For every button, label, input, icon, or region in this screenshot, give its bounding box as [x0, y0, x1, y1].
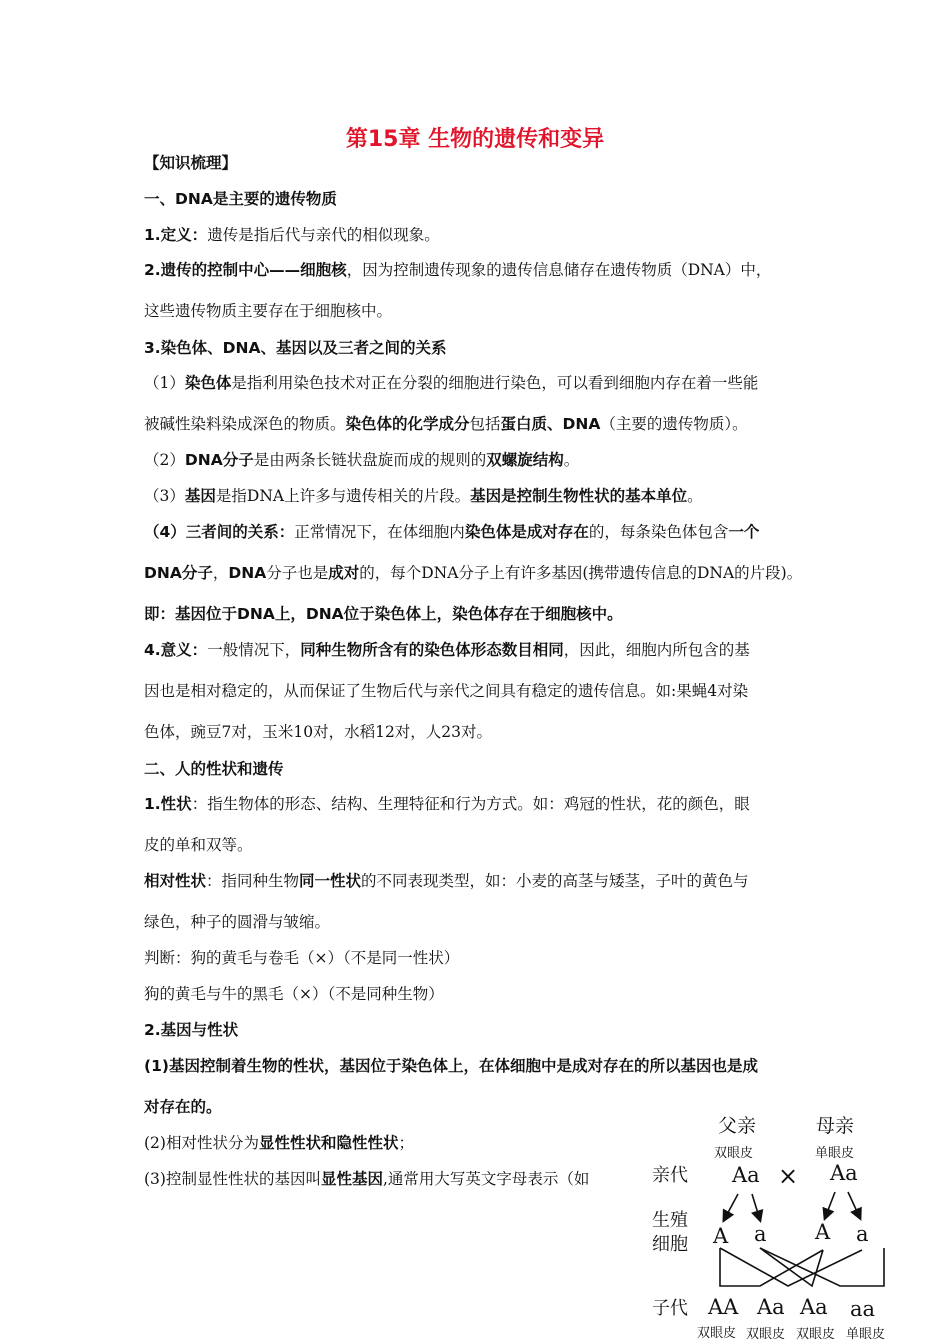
gamete-4: a — [856, 1222, 869, 1246]
double-helix-term: 双螺旋结构 — [486, 451, 564, 469]
child-trait-3: 双眼皮 — [796, 1327, 836, 1342]
gamete-2: a — [754, 1222, 767, 1246]
trait-text: ：指生物体的形态、结构、生理特征和行为方式。如：鸡冠的性状，花的颜色，眼 — [191, 795, 750, 813]
arrow-mother-a — [848, 1192, 860, 1218]
control-center-cont: 这些遗传物质主要存在于细胞核中。 — [144, 302, 393, 320]
item-3-num: （3） — [144, 487, 185, 505]
judgement-2: 狗的黄毛与牛的黑毛（×）（不是同种生物） — [144, 985, 444, 1003]
father-trait: 双眼皮 — [714, 1146, 754, 1161]
page-title: 第15章 生物的遗传和变异 — [345, 127, 605, 152]
item-1-text-2: 被碱性染料染成深色的物质。 — [144, 415, 346, 433]
cross-symbol: × — [778, 1162, 799, 1190]
child-genotype-1: AA — [708, 1295, 739, 1319]
gene-trait-heading: 2.基因与性状 — [144, 1021, 239, 1039]
significance-text-2: ，因此，细胞内所包含的基 — [563, 641, 750, 659]
same-trait-term: 同一性状 — [299, 872, 362, 890]
paragraph-trait — [144, 794, 750, 814]
section-tag: 【知识梳理】 — [144, 154, 238, 172]
item-2-num: （2） — [144, 451, 185, 469]
cross-lines — [720, 1248, 884, 1286]
item-1-text-4: （主要的遗传物质）。 — [600, 415, 748, 433]
paragraph-significance — [144, 640, 750, 660]
section-1-heading: 一、DNA是主要的遗传物质 — [144, 190, 337, 208]
item-3-text-a: (3)控制显性性状的基因叫 — [144, 1170, 321, 1188]
item-4-text-4: 的，每个DNA分子上有许多基因(携带遗传信息的DNA的片段)。 — [359, 564, 803, 582]
paragraph-control-center — [144, 260, 771, 280]
gene-trait-item-1-cont: 对存在的。 — [144, 1098, 222, 1116]
arrow-mother-A — [825, 1192, 835, 1218]
definition-text: 遗传是指后代与亲代的相似现象。 — [207, 226, 440, 244]
father-label: 父亲 — [718, 1115, 757, 1137]
same-species-term: 同种生物所含有的染色体形态数目相同 — [300, 641, 564, 659]
item-1-num: （1） — [144, 374, 185, 392]
mother-genotype: Aa — [830, 1161, 858, 1185]
dna-term-2: DNA — [228, 564, 267, 582]
inheritance-diagram — [640, 1108, 950, 1344]
relative-trait-label: 相对性状 — [144, 872, 207, 890]
gamete-3: A — [815, 1220, 831, 1244]
mother-trait: 单眼皮 — [815, 1146, 855, 1161]
definition-label: 1.定义： — [144, 226, 208, 244]
gene-trait-item-2 — [144, 1133, 414, 1153]
item-dna — [144, 450, 579, 470]
dna-molecule-term: DNA分子 — [144, 564, 213, 582]
significance-label: 4.意义： — [144, 641, 208, 659]
item-3-end: 。 — [687, 487, 703, 505]
significance-cont-2: 色体，豌豆7对，玉米10对，水稻12对，人23对。 — [144, 723, 493, 741]
row-parent-label: 亲代 — [652, 1165, 688, 1186]
judgement-1: 判断：狗的黄毛与卷毛（×）（不是同一性状） — [144, 949, 460, 967]
relation-heading: 3.染色体、DNA、基因以及三者之间的关系 — [144, 339, 447, 357]
father-genotype: Aa — [732, 1163, 760, 1187]
child-genotype-3: Aa — [800, 1295, 828, 1319]
significance-text: 一般情况下， — [207, 641, 301, 659]
item-4-text: 正常情况下，在体细胞内 — [294, 523, 465, 541]
trait-label: 1.性状 — [144, 795, 192, 813]
arrow-father-a — [752, 1194, 760, 1220]
row-gamete-label-2: 细胞 — [652, 1234, 688, 1255]
item-2-text-c: ； — [398, 1134, 414, 1152]
gene-term: 基因 — [184, 487, 216, 505]
pair-term: 成对 — [328, 564, 360, 582]
item-1-text: 是指利用染色技术对正在分裂的细胞进行染色，可以看到细胞内存在着一些能 — [231, 374, 759, 392]
significance-cont-1: 因也是相对稳定的，从而保证了生物后代与亲代之间具有稳定的遗传信息。如:果蝇4对染 — [144, 682, 749, 700]
trait-cont: 皮的单和双等。 — [144, 836, 253, 854]
paragraph-relative-trait — [144, 871, 749, 891]
relation-summary: 即：基因位于DNA上，DNA位于染色体上，染色体存在于细胞核中。 — [144, 605, 623, 623]
gene-trait-item-1: (1)基因控制着生物的性状，基因位于染色体上，在体细胞中是成对存在的所以基因也是成 — [144, 1057, 758, 1075]
item-relation — [144, 522, 759, 542]
paragraph-definition — [144, 225, 440, 245]
row-gamete-label-1: 生殖 — [652, 1210, 688, 1231]
item-1-text-3: 包括 — [469, 415, 501, 433]
relative-trait-text: ：指同种生物 — [206, 872, 300, 890]
child-genotype-4: aa — [850, 1297, 876, 1321]
item-4-text-2: 的，每条染色体包含 — [588, 523, 729, 541]
dominant-recessive-term: 显性性状和隐性性状 — [258, 1134, 399, 1152]
item-relation-cont — [144, 563, 802, 583]
comma: ， — [212, 564, 229, 582]
item-2-end: 。 — [563, 451, 580, 469]
gene-trait-item-3 — [144, 1169, 589, 1189]
mother-label: 母亲 — [816, 1115, 855, 1137]
child-trait-2: 双眼皮 — [746, 1327, 786, 1342]
item-3-text-c: ,通常用大写英文字母表示（如 — [382, 1170, 590, 1188]
item-4-text-3: 分子也是 — [266, 564, 329, 582]
gamete-1: A — [713, 1224, 729, 1248]
chromosome-chem-term: 染色体的化学成分 — [345, 415, 470, 433]
relative-trait-text-2: 的不同表现类型，如：小麦的高茎与矮茎，子叶的黄色与 — [361, 872, 749, 890]
chromosome-term: 染色体 — [184, 374, 232, 392]
control-center-label: 2.遗传的控制中心——细胞核 — [144, 261, 347, 279]
dna-term: DNA分子 — [184, 451, 254, 469]
relation-label: （4）三者间的关系： — [144, 523, 295, 541]
paired-term: 染色体是成对存在 — [464, 523, 589, 541]
dominant-gene-term: 显性基因 — [320, 1170, 383, 1188]
row-child-label: 子代 — [652, 1298, 688, 1319]
arrow-father-A — [724, 1194, 738, 1220]
child-genotype-2: Aa — [757, 1295, 785, 1319]
protein-dna-term: 蛋白质、DNA — [500, 415, 601, 433]
section-2-heading: 二、人的性状和遗传 — [144, 760, 284, 778]
relative-trait-cont: 绿色，种子的圆滑与皱缩。 — [144, 913, 331, 931]
child-trait-4: 单眼皮 — [846, 1327, 886, 1342]
item-2-text: 是由两条长链状盘旋而成的规则的 — [253, 451, 487, 469]
item-2-text-a: (2)相对性状分为 — [144, 1134, 259, 1152]
child-trait-1: 双眼皮 — [697, 1326, 737, 1341]
item-gene — [144, 486, 703, 506]
item-3-text: 是指DNA上许多与遗传相关的片段。 — [215, 487, 471, 505]
item-chromosome — [144, 373, 758, 393]
one-term: 一个 — [728, 523, 760, 541]
item-chromosome-cont — [144, 414, 748, 434]
line-A-a — [720, 1248, 862, 1286]
control-center-text: ，因为控制遗传现象的遗传信息储存在遗传物质（DNA）中， — [346, 261, 772, 279]
gene-unit-term: 基因是控制生物性状的基本单位 — [470, 487, 688, 505]
